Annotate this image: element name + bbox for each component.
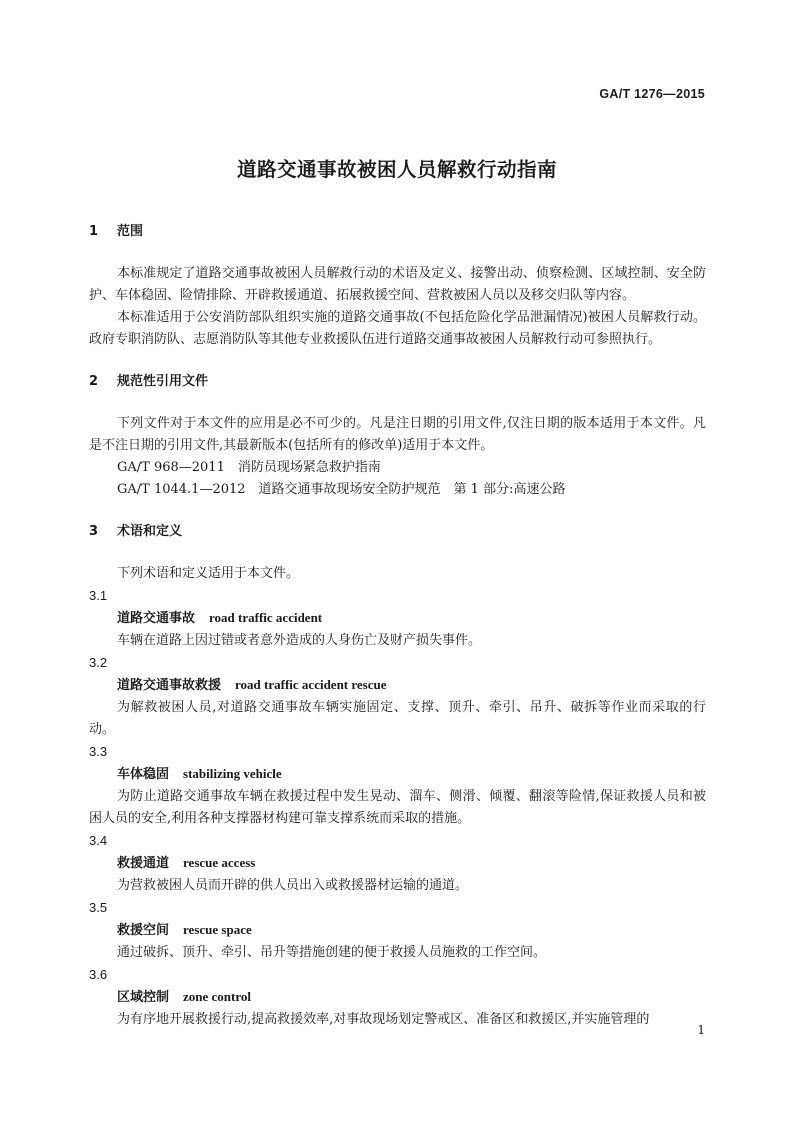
reference-item: GA/T 1044.1—2012 道路交通事故现场安全防护规范 第 1 部分:高速公路 bbox=[117, 482, 566, 497]
clause-number: 3.3 bbox=[89, 744, 108, 759]
clause-number: 3.5 bbox=[89, 900, 108, 915]
section-number: 2 bbox=[89, 374, 99, 389]
clause-number: 3.6 bbox=[89, 967, 108, 982]
term-entry bbox=[89, 607, 706, 630]
section-number: 1 bbox=[89, 224, 99, 239]
term-definition: 为防止道路交通事故车辆在救援过程中发生晃动、溜车、侧滑、倾覆、翻滚等险情,保证救援人员和被困人员的安全,利用各种支撑器材构建可靠支撑系统而采取的措施。 bbox=[89, 789, 706, 826]
paragraph: 下列文件对于本文件的应用是必不可少的。凡是注日期的引用文件,仅注日期的版本适用于本文件。凡是不注日期的引用文件,其最新版本(包括所有的修改单)适用于本文件。 bbox=[89, 416, 706, 453]
section-title: 术语和定义 bbox=[117, 524, 183, 539]
term-en: rescue space bbox=[183, 922, 252, 937]
page-number: 1 bbox=[697, 1023, 705, 1037]
section-heading-scope bbox=[89, 221, 706, 243]
term-definition: 为有序地开展救援行动,提高救援效率,对事故现场划定警戒区、准备区和救援区,并实施管理的 bbox=[117, 1012, 650, 1027]
section-heading-terms bbox=[89, 521, 706, 543]
term-entry bbox=[89, 763, 706, 786]
term-en: road traffic accident rescue bbox=[235, 677, 387, 692]
term-zh: 车体稳固 bbox=[117, 767, 170, 782]
term-entry bbox=[89, 919, 706, 942]
clause-number: 3.2 bbox=[89, 655, 108, 670]
standard-code: GA/T 1276—2015 bbox=[599, 87, 705, 101]
term-definition: 为解救被困人员,对道路交通事故车辆实施固定、支撑、顶升、牵引、吊升、破拆等作业而采取的行动。 bbox=[89, 700, 706, 737]
term-en: rescue access bbox=[183, 855, 256, 870]
term-zh: 道路交通事故救援 bbox=[117, 678, 222, 693]
term-definition: 通过破拆、顶升、牵引、吊升等措施创建的便于救援人员施救的工作空间。 bbox=[117, 945, 547, 960]
term-entry bbox=[89, 852, 706, 875]
term-zh: 救援通道 bbox=[117, 856, 170, 871]
term-definition: 为营救被困人员而开辟的供人员出入或救援器材运输的通道。 bbox=[117, 878, 469, 893]
document-title: 道路交通事故被困人员解救行动指南 bbox=[236, 158, 557, 181]
clause-number: 3.4 bbox=[89, 833, 108, 848]
clause-number: 3.1 bbox=[89, 588, 108, 603]
term-en: zone control bbox=[183, 989, 252, 1004]
term-entry bbox=[89, 674, 706, 697]
paragraph: 本标准适用于公安消防部队组织实施的道路交通事故(不包括危险化学品泄漏情况)被困人员解救行动。政府专职消防队、志愿消防队等其他专业救援队伍进行道路交通事故被困人员解救行动可参照执行。 bbox=[89, 310, 706, 347]
section-heading-normative-references bbox=[89, 371, 706, 393]
term-entry bbox=[89, 986, 706, 1009]
paragraph: 本标准规定了道路交通事故被困人员解救行动的术语及定义、接警出动、侦察检测、区域控制、安全防护、车体稳固、险情排除、开辟救援通道、拓展救援空间、营救被困人员以及移交归队等内容。 bbox=[89, 266, 706, 303]
section-number: 3 bbox=[89, 524, 99, 539]
section-title: 范围 bbox=[117, 224, 144, 239]
term-zh: 救援空间 bbox=[117, 923, 170, 938]
section-title: 规范性引用文件 bbox=[117, 374, 209, 389]
term-en: road traffic accident bbox=[209, 610, 323, 625]
document-body bbox=[89, 221, 706, 1031]
term-zh: 区域控制 bbox=[117, 990, 170, 1005]
reference-item: GA/T 968—2011 消防员现场紧急救护指南 bbox=[117, 460, 381, 475]
term-definition: 车辆在道路上因过错或者意外造成的人身伤亡及财产损失事件。 bbox=[117, 633, 482, 648]
term-zh: 道路交通事故 bbox=[117, 611, 196, 626]
paragraph: 下列术语和定义适用于本文件。 bbox=[117, 566, 300, 581]
term-en: stabilizing vehicle bbox=[183, 766, 282, 781]
